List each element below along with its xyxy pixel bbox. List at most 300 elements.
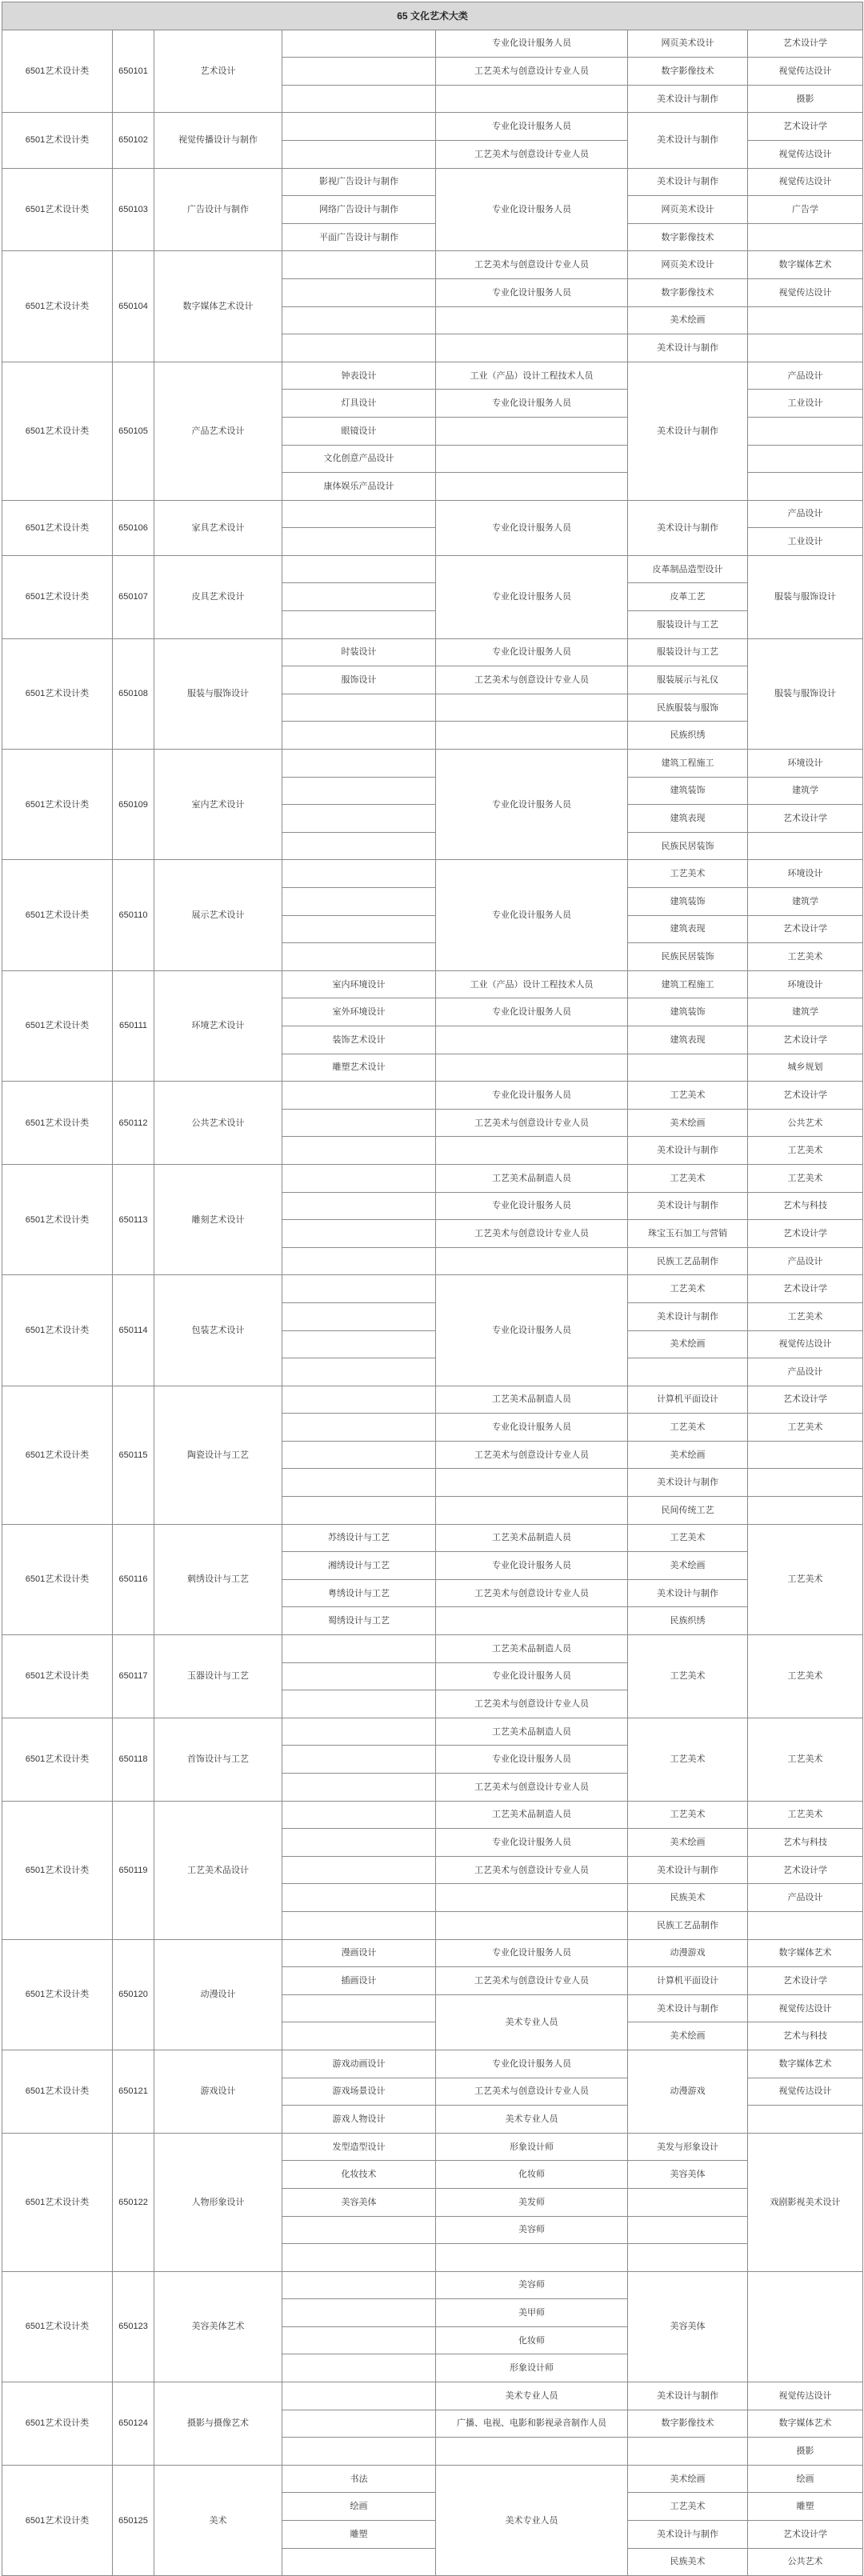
continuing-major-cell bbox=[748, 2106, 863, 2134]
direction-cell bbox=[282, 1801, 436, 1829]
major-code-cell: 650116 bbox=[113, 1524, 154, 1634]
major-code-cell: 650120 bbox=[113, 1939, 154, 2050]
occupation-cell: 专业化设计服务人员 bbox=[436, 638, 628, 666]
continuing-major-cell: 广告学 bbox=[748, 196, 863, 224]
direction-cell: 装饰艺术设计 bbox=[282, 1026, 436, 1054]
category-cell: 6501艺术设计类 bbox=[2, 30, 113, 113]
occupation-cell: 专业化设计服务人员 bbox=[436, 2050, 628, 2078]
continuing-major-cell bbox=[748, 334, 863, 362]
occupation-cell bbox=[436, 1497, 628, 1525]
category-cell: 6501艺术设计类 bbox=[2, 362, 113, 500]
certificate-cell: 网页美术设计 bbox=[628, 196, 748, 224]
direction-cell bbox=[282, 1662, 436, 1690]
category-cell: 6501艺术设计类 bbox=[2, 970, 113, 1081]
table-row bbox=[2, 1275, 863, 1303]
continuing-major-cell: 产品设计 bbox=[748, 1247, 863, 1275]
continuing-major-cell bbox=[748, 445, 863, 473]
continuing-major-cell bbox=[748, 417, 863, 445]
occupation-cell bbox=[436, 85, 628, 113]
direction-cell: 雕塑 bbox=[282, 2521, 436, 2549]
direction-cell: 游戏人物设计 bbox=[282, 2106, 436, 2134]
direction-cell bbox=[282, 1994, 436, 2022]
direction-cell: 影视广告设计与制作 bbox=[282, 168, 436, 196]
continuing-major-cell: 环境设计 bbox=[748, 750, 863, 778]
continuing-major-cell: 视觉传达设计 bbox=[748, 278, 863, 306]
table-body bbox=[2, 2, 863, 2576]
continuing-major-cell bbox=[748, 1441, 863, 1469]
occupation-cell: 专业化设计服务人员 bbox=[436, 1552, 628, 1580]
certificate-cell: 工艺美术 bbox=[628, 1801, 748, 1829]
certificate-cell: 服装展示与礼仪 bbox=[628, 666, 748, 694]
major-code-cell: 650114 bbox=[113, 1275, 154, 1386]
table-title-row bbox=[2, 2, 863, 30]
occupation-cell bbox=[436, 1884, 628, 1912]
certificate-cell: 民族美术 bbox=[628, 2548, 748, 2576]
occupation-cell: 专业化设计服务人员 bbox=[436, 113, 628, 141]
direction-cell bbox=[282, 1082, 436, 1110]
certificate-cell: 工艺美术 bbox=[628, 1718, 748, 1801]
occupation-cell: 工艺美术与创意设计专业人员 bbox=[436, 140, 628, 168]
continuing-major-cell: 服装与服饰设计 bbox=[748, 638, 863, 749]
direction-cell bbox=[282, 1302, 436, 1330]
major-code-cell: 650105 bbox=[113, 362, 154, 500]
certificate-cell: 工艺美术 bbox=[628, 1635, 748, 1718]
direction-cell bbox=[282, 915, 436, 943]
certificate-cell: 美术绘画 bbox=[628, 2022, 748, 2050]
direction-cell bbox=[282, 888, 436, 916]
occupation-cell: 工艺美术与创意设计专业人员 bbox=[436, 1690, 628, 1718]
occupation-cell bbox=[436, 1911, 628, 1939]
direction-cell: 苏绣设计与工艺 bbox=[282, 1524, 436, 1552]
direction-cell bbox=[282, 750, 436, 778]
continuing-major-cell: 雕塑 bbox=[748, 2493, 863, 2521]
direction-cell bbox=[282, 58, 436, 86]
continuing-major-cell: 产品设计 bbox=[748, 500, 863, 528]
continuing-major-cell bbox=[748, 1497, 863, 1525]
direction-cell bbox=[282, 113, 436, 141]
occupation-cell: 工艺美术与创意设计专业人员 bbox=[436, 1579, 628, 1607]
certificate-cell: 美术设计与制作 bbox=[628, 85, 748, 113]
occupation-cell bbox=[436, 445, 628, 473]
certificate-cell: 美术设计与制作 bbox=[628, 1192, 748, 1220]
table-row bbox=[2, 500, 863, 528]
table-row bbox=[2, 362, 863, 390]
occupation-cell: 专业化设计服务人员 bbox=[436, 860, 628, 970]
continuing-major-cell: 艺术设计学 bbox=[748, 2521, 863, 2549]
continuing-major-cell: 艺术设计学 bbox=[748, 113, 863, 141]
continuing-major-cell: 产品设计 bbox=[748, 1358, 863, 1386]
direction-cell bbox=[282, 777, 436, 805]
continuing-major-cell: 艺术设计学 bbox=[748, 805, 863, 833]
continuing-major-cell: 艺术设计学 bbox=[748, 1386, 863, 1414]
direction-cell bbox=[282, 1690, 436, 1718]
certificate-cell: 美术设计与制作 bbox=[628, 1579, 748, 1607]
occupation-cell bbox=[436, 306, 628, 334]
table-row bbox=[2, 30, 863, 58]
table-row bbox=[2, 1635, 863, 1663]
certificate-cell: 美术设计与制作 bbox=[628, 2382, 748, 2410]
certificate-cell: 民族织绣 bbox=[628, 722, 748, 750]
continuing-major-cell: 数字媒体艺术 bbox=[748, 2410, 863, 2438]
category-cell: 6501艺术设计类 bbox=[2, 1939, 113, 2050]
direction-cell bbox=[282, 251, 436, 279]
occupation-cell: 工艺美术与创意设计专业人员 bbox=[436, 666, 628, 694]
major-code-cell: 650123 bbox=[113, 2271, 154, 2382]
certificate-cell: 民族工艺品制作 bbox=[628, 1247, 748, 1275]
category-cell: 6501艺术设计类 bbox=[2, 1635, 113, 1718]
certificate-cell: 民族织绣 bbox=[628, 1607, 748, 1635]
major-name-cell: 首饰设计与工艺 bbox=[154, 1718, 282, 1801]
major-name-cell: 雕刻艺术设计 bbox=[154, 1164, 282, 1274]
continuing-major-cell: 服装与服饰设计 bbox=[748, 555, 863, 638]
occupation-cell: 化妆师 bbox=[436, 2161, 628, 2189]
certificate-cell: 工艺美术 bbox=[628, 1164, 748, 1192]
direction-cell: 康体娱乐产品设计 bbox=[282, 473, 436, 501]
continuing-major-cell: 工艺美术 bbox=[748, 1524, 863, 1634]
occupation-cell: 专业化设计服务人员 bbox=[436, 168, 628, 251]
table-row bbox=[2, 970, 863, 998]
table-row bbox=[2, 1718, 863, 1746]
direction-cell: 蜀绣设计与工艺 bbox=[282, 1607, 436, 1635]
direction-cell bbox=[282, 805, 436, 833]
direction-cell bbox=[282, 1414, 436, 1442]
certificate-cell: 美术绘画 bbox=[628, 306, 748, 334]
category-cell: 6501艺术设计类 bbox=[2, 2465, 113, 2575]
certificate-cell: 美术设计与制作 bbox=[628, 168, 748, 196]
occupation-cell bbox=[436, 722, 628, 750]
continuing-major-cell: 视觉传达设计 bbox=[748, 2078, 863, 2106]
certificate-cell: 美术设计与制作 bbox=[628, 500, 748, 555]
continuing-major-cell: 工艺美术 bbox=[748, 1801, 863, 1829]
certificate-cell: 美术绘画 bbox=[628, 1441, 748, 1469]
table-row bbox=[2, 2465, 863, 2493]
major-name-cell: 展示艺术设计 bbox=[154, 860, 282, 970]
certificate-cell: 民间传统工艺 bbox=[628, 1497, 748, 1525]
certificate-cell: 计算机平面设计 bbox=[628, 1967, 748, 1995]
table-row bbox=[2, 168, 863, 196]
continuing-major-cell: 建筑学 bbox=[748, 888, 863, 916]
certificate-cell: 美术绘画 bbox=[628, 1829, 748, 1857]
occupation-cell: 美发师 bbox=[436, 2188, 628, 2216]
continuing-major-cell: 环境设计 bbox=[748, 860, 863, 888]
category-cell: 6501艺术设计类 bbox=[2, 2382, 113, 2466]
major-name-cell: 视觉传播设计与制作 bbox=[154, 113, 282, 168]
certificate-cell: 美术设计与制作 bbox=[628, 1994, 748, 2022]
table-row bbox=[2, 1939, 863, 1967]
occupation-cell: 美术专业人员 bbox=[436, 2465, 628, 2575]
table-row bbox=[2, 1524, 863, 1552]
certificate-cell: 民族服装与服饰 bbox=[628, 694, 748, 722]
certificate-cell: 数字影像技术 bbox=[628, 278, 748, 306]
category-cell: 6501艺术设计类 bbox=[2, 2271, 113, 2382]
direction-cell bbox=[282, 1718, 436, 1746]
occupation-cell: 专业化设计服务人员 bbox=[436, 1939, 628, 1967]
direction-cell bbox=[282, 1164, 436, 1192]
certificate-cell: 网页美术设计 bbox=[628, 251, 748, 279]
continuing-major-cell bbox=[748, 1469, 863, 1497]
continuing-major-cell: 艺术设计学 bbox=[748, 1856, 863, 1884]
occupation-cell: 工艺美术与创意设计专业人员 bbox=[436, 2078, 628, 2106]
major-code-cell: 650108 bbox=[113, 638, 154, 749]
certificate-cell: 工艺美术 bbox=[628, 860, 748, 888]
direction-cell: 眼镜设计 bbox=[282, 417, 436, 445]
continuing-major-cell: 环境设计 bbox=[748, 970, 863, 998]
occupation-cell: 美甲师 bbox=[436, 2299, 628, 2327]
direction-cell: 雕塑艺术设计 bbox=[282, 1054, 436, 1082]
occupation-cell: 工艺美术品制造人员 bbox=[436, 1801, 628, 1829]
occupation-cell bbox=[436, 473, 628, 501]
continuing-major-cell: 产品设计 bbox=[748, 1884, 863, 1912]
occupation-cell bbox=[436, 1607, 628, 1635]
direction-cell bbox=[282, 583, 436, 611]
table-row bbox=[2, 113, 863, 141]
continuing-major-cell: 工艺美术 bbox=[748, 943, 863, 971]
certificate-cell: 工艺美术 bbox=[628, 1275, 748, 1303]
continuing-major-cell: 视觉传达设计 bbox=[748, 140, 863, 168]
certificate-cell: 动漫游戏 bbox=[628, 2050, 748, 2133]
occupation-cell: 专业化设计服务人员 bbox=[436, 1192, 628, 1220]
continuing-major-cell: 视觉传达设计 bbox=[748, 2382, 863, 2410]
table-row bbox=[2, 1386, 863, 1414]
certificate-cell: 网页美术设计 bbox=[628, 30, 748, 58]
table-row bbox=[2, 2050, 863, 2078]
major-code-cell: 650117 bbox=[113, 1635, 154, 1718]
direction-cell bbox=[282, 1358, 436, 1386]
direction-cell bbox=[282, 2354, 436, 2382]
direction-cell: 网络广告设计与制作 bbox=[282, 196, 436, 224]
direction-cell: 时装设计 bbox=[282, 638, 436, 666]
direction-cell: 漫画设计 bbox=[282, 1939, 436, 1967]
direction-cell bbox=[282, 1635, 436, 1663]
occupation-cell bbox=[436, 1247, 628, 1275]
continuing-major-cell: 工业设计 bbox=[748, 528, 863, 556]
major-code-cell: 650109 bbox=[113, 750, 154, 860]
certificate-cell: 建筑装饰 bbox=[628, 777, 748, 805]
major-name-cell: 动漫设计 bbox=[154, 1939, 282, 2050]
continuing-major-cell: 工艺美术 bbox=[748, 1635, 863, 1718]
certificate-cell: 美术设计与制作 bbox=[628, 1856, 748, 1884]
major-name-cell: 服装与服饰设计 bbox=[154, 638, 282, 749]
majors-table bbox=[2, 2, 863, 2576]
direction-cell bbox=[282, 1497, 436, 1525]
direction-cell bbox=[282, 528, 436, 556]
direction-cell bbox=[282, 306, 436, 334]
certificate-cell: 建筑表现 bbox=[628, 1026, 748, 1054]
major-name-cell: 摄影与摄像艺术 bbox=[154, 2382, 282, 2466]
occupation-cell: 广播、电视、电影和影视录音制作人员 bbox=[436, 2410, 628, 2438]
occupation-cell: 专业化设计服务人员 bbox=[436, 1746, 628, 1774]
continuing-major-cell: 建筑学 bbox=[748, 777, 863, 805]
certificate-cell: 服装设计与工艺 bbox=[628, 611, 748, 639]
direction-cell: 粤绣设计与工艺 bbox=[282, 1579, 436, 1607]
continuing-major-cell: 摄影 bbox=[748, 85, 863, 113]
occupation-cell: 专业化设计服务人员 bbox=[436, 30, 628, 58]
continuing-major-cell: 公共艺术 bbox=[748, 2548, 863, 2576]
certificate-cell: 民族工艺品制作 bbox=[628, 1911, 748, 1939]
category-cell: 6501艺术设计类 bbox=[2, 251, 113, 362]
direction-cell bbox=[282, 1469, 436, 1497]
category-cell: 6501艺术设计类 bbox=[2, 1386, 113, 1524]
direction-cell bbox=[282, 1330, 436, 1358]
direction-cell bbox=[282, 500, 436, 528]
occupation-cell: 工艺美术与创意设计专业人员 bbox=[436, 1220, 628, 1248]
major-code-cell: 650115 bbox=[113, 1386, 154, 1524]
direction-cell bbox=[282, 860, 436, 888]
certificate-cell bbox=[628, 2216, 748, 2244]
certificate-cell: 美术绘画 bbox=[628, 1109, 748, 1137]
occupation-cell: 工艺美术与创意设计专业人员 bbox=[436, 251, 628, 279]
continuing-major-cell: 工业设计 bbox=[748, 390, 863, 418]
continuing-major-cell: 艺术与科技 bbox=[748, 1829, 863, 1857]
occupation-cell: 工艺美术与创意设计专业人员 bbox=[436, 1774, 628, 1802]
direction-cell: 服饰设计 bbox=[282, 666, 436, 694]
major-code-cell: 650113 bbox=[113, 1164, 154, 1274]
occupation-cell: 专业化设计服务人员 bbox=[436, 555, 628, 638]
direction-cell bbox=[282, 2326, 436, 2354]
certificate-cell: 建筑工程施工 bbox=[628, 970, 748, 998]
table-row bbox=[2, 860, 863, 888]
certificate-cell: 民族美术 bbox=[628, 1884, 748, 1912]
occupation-cell: 专业化设计服务人员 bbox=[436, 998, 628, 1026]
major-name-cell: 包装艺术设计 bbox=[154, 1275, 282, 1386]
major-name-cell: 公共艺术设计 bbox=[154, 1082, 282, 1165]
occupation-cell: 专业化设计服务人员 bbox=[436, 1829, 628, 1857]
continuing-major-cell: 城乡规划 bbox=[748, 1054, 863, 1082]
direction-cell bbox=[282, 1829, 436, 1857]
direction-cell bbox=[282, 555, 436, 583]
direction-cell bbox=[282, 1911, 436, 1939]
certificate-cell: 工艺美术 bbox=[628, 2493, 748, 2521]
occupation-cell: 工艺美术品制造人员 bbox=[436, 1524, 628, 1552]
direction-cell bbox=[282, 2410, 436, 2438]
occupation-cell: 美术专业人员 bbox=[436, 2106, 628, 2134]
major-code-cell: 650111 bbox=[113, 970, 154, 1081]
direction-cell bbox=[282, 611, 436, 639]
major-name-cell: 玉器设计与工艺 bbox=[154, 1635, 282, 1718]
major-name-cell: 艺术设计 bbox=[154, 30, 282, 113]
occupation-cell: 工艺美术品制造人员 bbox=[436, 1164, 628, 1192]
occupation-cell: 专业化设计服务人员 bbox=[436, 390, 628, 418]
table-row bbox=[2, 638, 863, 666]
certificate-cell: 珠宝玉石加工与营销 bbox=[628, 1220, 748, 1248]
continuing-major-cell: 数字媒体艺术 bbox=[748, 2050, 863, 2078]
table-row bbox=[2, 2133, 863, 2161]
major-name-cell: 数字媒体艺术设计 bbox=[154, 251, 282, 362]
direction-cell bbox=[282, 2244, 436, 2272]
major-name-cell: 家具艺术设计 bbox=[154, 500, 282, 555]
major-name-cell: 陶瓷设计与工艺 bbox=[154, 1386, 282, 1524]
direction-cell bbox=[282, 2271, 436, 2299]
direction-cell bbox=[282, 1247, 436, 1275]
direction-cell: 绘画 bbox=[282, 2493, 436, 2521]
direction-cell: 游戏动画设计 bbox=[282, 2050, 436, 2078]
category-cell: 6501艺术设计类 bbox=[2, 2133, 113, 2271]
table-row bbox=[2, 555, 863, 583]
direction-cell bbox=[282, 2382, 436, 2410]
certificate-cell: 美容美体 bbox=[628, 2271, 748, 2382]
direction-cell bbox=[282, 832, 436, 860]
occupation-cell: 工艺美术与创意设计专业人员 bbox=[436, 58, 628, 86]
certificate-cell bbox=[628, 2188, 748, 2216]
occupation-cell: 专业化设计服务人员 bbox=[436, 278, 628, 306]
continuing-major-cell: 艺术设计学 bbox=[748, 1082, 863, 1110]
continuing-major-cell: 数字媒体艺术 bbox=[748, 251, 863, 279]
table-row bbox=[2, 1082, 863, 1110]
certificate-cell: 美术设计与制作 bbox=[628, 1469, 748, 1497]
direction-cell: 室内环境设计 bbox=[282, 970, 436, 998]
certificate-cell: 美术设计与制作 bbox=[628, 113, 748, 168]
category-cell: 6501艺术设计类 bbox=[2, 2050, 113, 2133]
occupation-cell: 形象设计师 bbox=[436, 2133, 628, 2161]
continuing-major-cell: 视觉传达设计 bbox=[748, 1994, 863, 2022]
continuing-major-cell: 视觉传达设计 bbox=[748, 58, 863, 86]
continuing-major-cell: 戏剧影视美术设计 bbox=[748, 2133, 863, 2271]
continuing-major-cell: 艺术与科技 bbox=[748, 1192, 863, 1220]
occupation-cell: 工艺美术与创意设计专业人员 bbox=[436, 1856, 628, 1884]
direction-cell bbox=[282, 1109, 436, 1137]
occupation-cell: 工艺美术与创意设计专业人员 bbox=[436, 1441, 628, 1469]
continuing-major-cell bbox=[748, 473, 863, 501]
certificate-cell: 美术绘画 bbox=[628, 2465, 748, 2493]
major-name-cell: 室内艺术设计 bbox=[154, 750, 282, 860]
direction-cell bbox=[282, 2438, 436, 2466]
major-name-cell: 美术 bbox=[154, 2465, 282, 2575]
direction-cell bbox=[282, 1192, 436, 1220]
certificate-cell: 数字影像技术 bbox=[628, 58, 748, 86]
major-code-cell: 650101 bbox=[113, 30, 154, 113]
category-cell: 6501艺术设计类 bbox=[2, 1718, 113, 1801]
certificate-cell: 建筑装饰 bbox=[628, 888, 748, 916]
major-name-cell: 环境艺术设计 bbox=[154, 970, 282, 1081]
direction-cell bbox=[282, 2216, 436, 2244]
certificate-cell: 美术绘画 bbox=[628, 1552, 748, 1580]
certificate-cell: 美术设计与制作 bbox=[628, 1137, 748, 1165]
continuing-major-cell bbox=[748, 2271, 863, 2382]
major-name-cell: 人物形象设计 bbox=[154, 2133, 282, 2271]
table-row bbox=[2, 1164, 863, 1192]
category-cell: 6501艺术设计类 bbox=[2, 1275, 113, 1386]
continuing-major-cell bbox=[748, 223, 863, 251]
category-cell: 6501艺术设计类 bbox=[2, 1164, 113, 1274]
major-code-cell: 650119 bbox=[113, 1801, 154, 1939]
continuing-major-cell: 艺术设计学 bbox=[748, 1275, 863, 1303]
category-cell: 6501艺术设计类 bbox=[2, 113, 113, 168]
major-code-cell: 650102 bbox=[113, 113, 154, 168]
certificate-cell bbox=[628, 2438, 748, 2466]
continuing-major-cell: 产品设计 bbox=[748, 362, 863, 390]
continuing-major-cell: 艺术设计学 bbox=[748, 1220, 863, 1248]
direction-cell: 湘绣设计与工艺 bbox=[282, 1552, 436, 1580]
direction-cell bbox=[282, 2022, 436, 2050]
certificate-cell: 工艺美术 bbox=[628, 1082, 748, 1110]
category-cell: 6501艺术设计类 bbox=[2, 555, 113, 638]
occupation-cell: 工艺美术品制造人员 bbox=[436, 1718, 628, 1746]
occupation-cell bbox=[436, 417, 628, 445]
category-cell: 6501艺术设计类 bbox=[2, 1524, 113, 1634]
major-code-cell: 650110 bbox=[113, 860, 154, 970]
major-code-cell: 650124 bbox=[113, 2382, 154, 2466]
occupation-cell: 工艺美术与创意设计专业人员 bbox=[436, 1967, 628, 1995]
major-code-cell: 650112 bbox=[113, 1082, 154, 1165]
certificate-cell: 皮革工艺 bbox=[628, 583, 748, 611]
occupation-cell: 工艺美术品制造人员 bbox=[436, 1386, 628, 1414]
direction-cell: 插画设计 bbox=[282, 1967, 436, 1995]
occupation-cell: 专业化设计服务人员 bbox=[436, 1414, 628, 1442]
certificate-cell: 美术绘画 bbox=[628, 1330, 748, 1358]
occupation-cell: 美容师 bbox=[436, 2216, 628, 2244]
direction-cell: 室外环境设计 bbox=[282, 998, 436, 1026]
certificate-cell: 数字影像技术 bbox=[628, 2410, 748, 2438]
